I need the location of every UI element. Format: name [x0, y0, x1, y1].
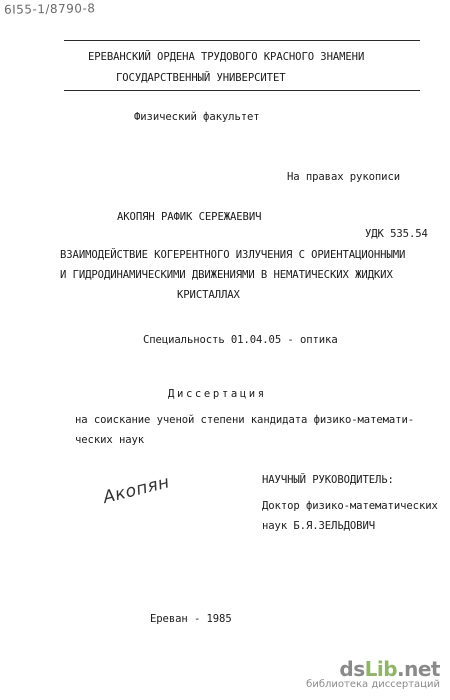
dslib-subtitle: библиотека диссертаций — [306, 679, 440, 690]
title-line-2: И ГИДРОДИНАМИЧЕСКИМИ ДВИЖЕНИЯМИ В НЕМАТИЧЕСКИХ ЖИДКИХ — [60, 269, 393, 281]
dissertation-line-2: ческих наук — [75, 434, 145, 446]
author-name: АКОПЯН РАФИК СЕРЕЖАЕВИЧ — [117, 211, 262, 223]
supervisor-line-2: наук Б.Я.ЗЕЛЬДОВИЧ — [262, 520, 376, 532]
supervisor-line-1: Доктор физико-математических — [262, 500, 438, 512]
title-line-1: ВЗАИМОДЕЙСТВИЕ КОГЕРЕНТНОГО ИЗЛУЧЕНИЯ С ОРИЕНТАЦИОННЫМИ — [60, 249, 406, 261]
udc-code: УДК 535.54 — [365, 228, 428, 240]
archive-stamp: 6I55-1/8790-8 — [3, 1, 96, 17]
dslib-watermark[interactable] — [306, 657, 440, 690]
university-line-2: ГОСУДАРСТВЕННЫЙ УНИВЕРСИТЕТ — [116, 72, 286, 84]
dissertation-heading: Диссертация — [168, 388, 267, 400]
title-line-3: КРИСТАЛЛАХ — [177, 289, 240, 301]
header-rule-bottom — [64, 90, 420, 91]
university-line-1: ЕРЕВАНСКИЙ ОРДЕНА ТРУДОВОГО КРАСНОГО ЗНАМЕНИ — [88, 51, 365, 63]
manuscript-note: На правах рукописи — [287, 171, 401, 183]
header-rule-top — [64, 40, 420, 41]
supervisor-label: НАУЧНЫЙ РУКОВОДИТЕЛЬ: — [262, 474, 394, 486]
dslib-logo: dsLib.net — [339, 657, 440, 681]
faculty: Физический факультет — [134, 111, 260, 123]
place-year: Ереван - 1985 — [150, 613, 232, 625]
specialty: Специальность 01.04.05 - оптика — [143, 334, 338, 346]
handwritten-signature: Акопян — [101, 472, 172, 508]
dissertation-line-1: на соискание ученой степени кандидата физико-математи- — [75, 414, 415, 426]
